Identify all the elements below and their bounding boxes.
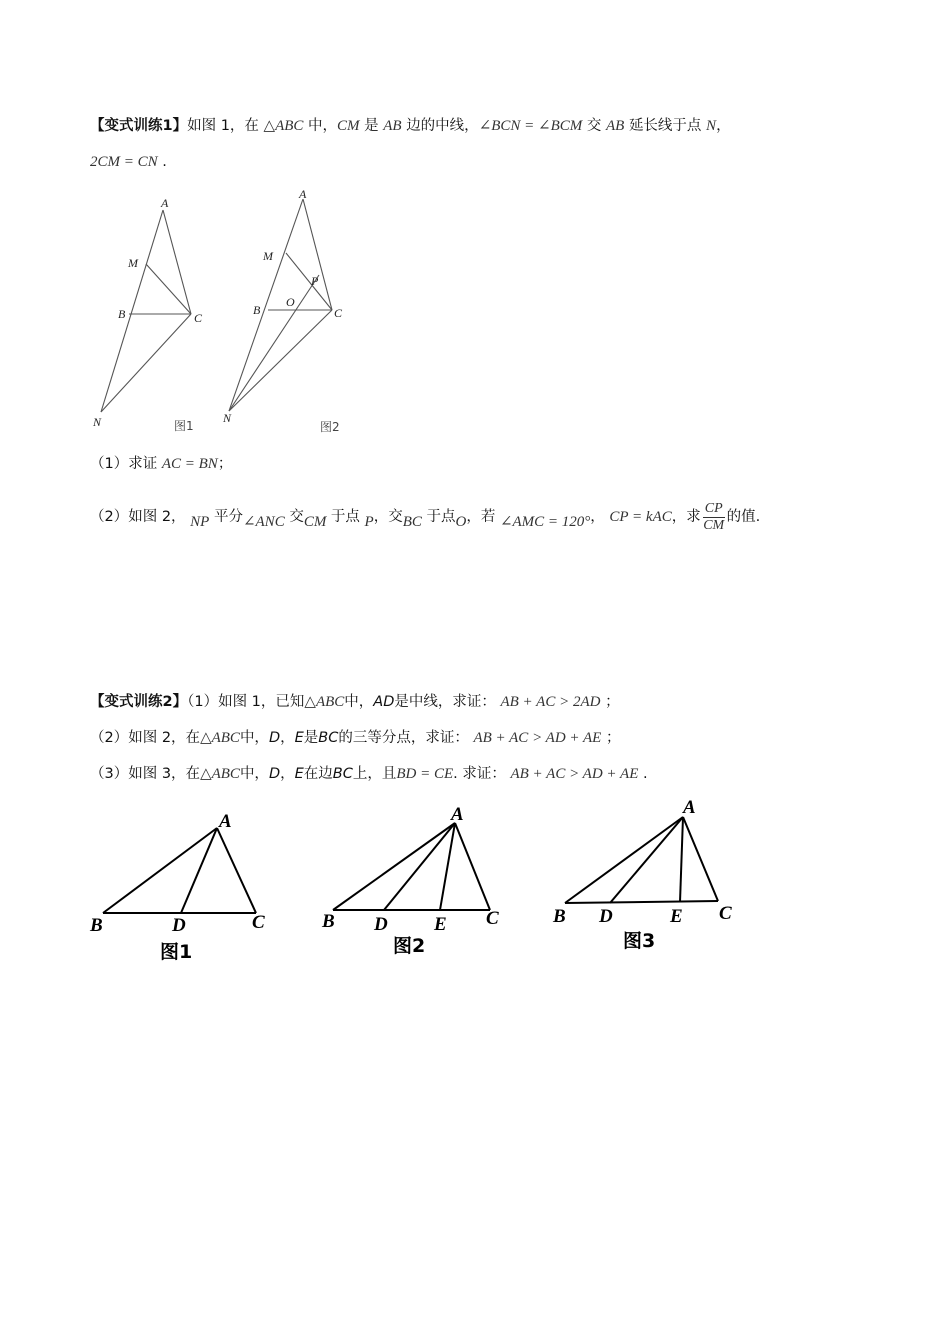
fig2-label-P: P (311, 274, 319, 288)
ex2-fig1-label-A: A (219, 811, 232, 832)
ex2-tag: 【变式训练2】 (90, 694, 188, 710)
fraction-cp-cm: $\frac{CP}{CM}$ (703, 500, 725, 533)
ex2-fig3-label-C: C (719, 903, 732, 924)
ex2-line2: （2）如图 2，在△ABC中，D，E是BC的三等分点，求证： AB + AC > AD + AE ； (90, 730, 621, 746)
ex2-fig3-caption: 图3 (623, 930, 656, 952)
ex2-fig1-label-C: C (252, 912, 265, 933)
fig1-label-A: A (161, 196, 169, 210)
fig2-label-N: N (223, 411, 232, 425)
fig2-label-B: B (253, 303, 261, 317)
ex2-line3: （3）如图 3，在△ABC中，D，E在边BC上，且BD = CE. 求证： AB + AC > AD + AE . (90, 766, 648, 782)
ex2-fig2-label-C: C (486, 908, 499, 929)
ex2-fig3-label-A: A (683, 797, 696, 818)
ex2-line1: 【变式训练2】（1）如图 1，已知△ABC中，AD是中线，求证： AB + AC > 2AD ； (90, 694, 620, 710)
ex1-line2: 2CM = CN . (90, 154, 167, 170)
fig1-caption: 图1 (174, 419, 194, 433)
fig1-label-C: C (194, 311, 203, 325)
ex1-q2: （2）如图 2， NP 平分∠ANC 交CM 于点 P，交BC 于点O，若 ∠AMC = 120°， CP = kAC，求 $\frac{CP}{CM}$ 的值. (90, 500, 761, 533)
ex2-fig1-label-D: D (172, 915, 186, 936)
ex2-fig1-caption: 图1 (160, 941, 193, 963)
ex2-fig1-label-B: B (90, 915, 103, 936)
ex2-fig2-caption: 图2 (393, 935, 426, 957)
ex2-fig3-label-D: D (599, 906, 613, 927)
ex2-fig2-label-A: A (451, 804, 464, 825)
fig1-label-M: M (128, 256, 138, 270)
ex2-fig2-label-B: B (322, 911, 335, 932)
fig2-label-A: A (299, 187, 307, 201)
fig1-label-N: N (93, 415, 102, 429)
fig2-label-O: O (286, 295, 295, 309)
ex1-tag: 【变式训练1】 (90, 118, 188, 134)
fig1-label-B: B (118, 307, 126, 321)
ex1-figure2 (215, 185, 365, 440)
fig2-caption: 图2 (320, 420, 340, 434)
ex2-fig2-label-E: E (434, 914, 447, 935)
ex1-q1: （1）求证 AC = BN； (90, 456, 233, 472)
ex2-fig3-label-B: B (553, 906, 566, 927)
ex2-figures (80, 795, 760, 975)
ex1-line1: 【变式训练1】如图 1，在 △ABC 中，CM 是 AB 边的中线，∠BCN = ∠BCM 交 AB 延长线于点 N， (90, 118, 731, 134)
ex2-fig2-label-D: D (374, 914, 388, 935)
ex2-fig3-label-E: E (670, 906, 683, 927)
fig2-label-C: C (334, 306, 343, 320)
fig2-label-M: M (263, 249, 273, 263)
